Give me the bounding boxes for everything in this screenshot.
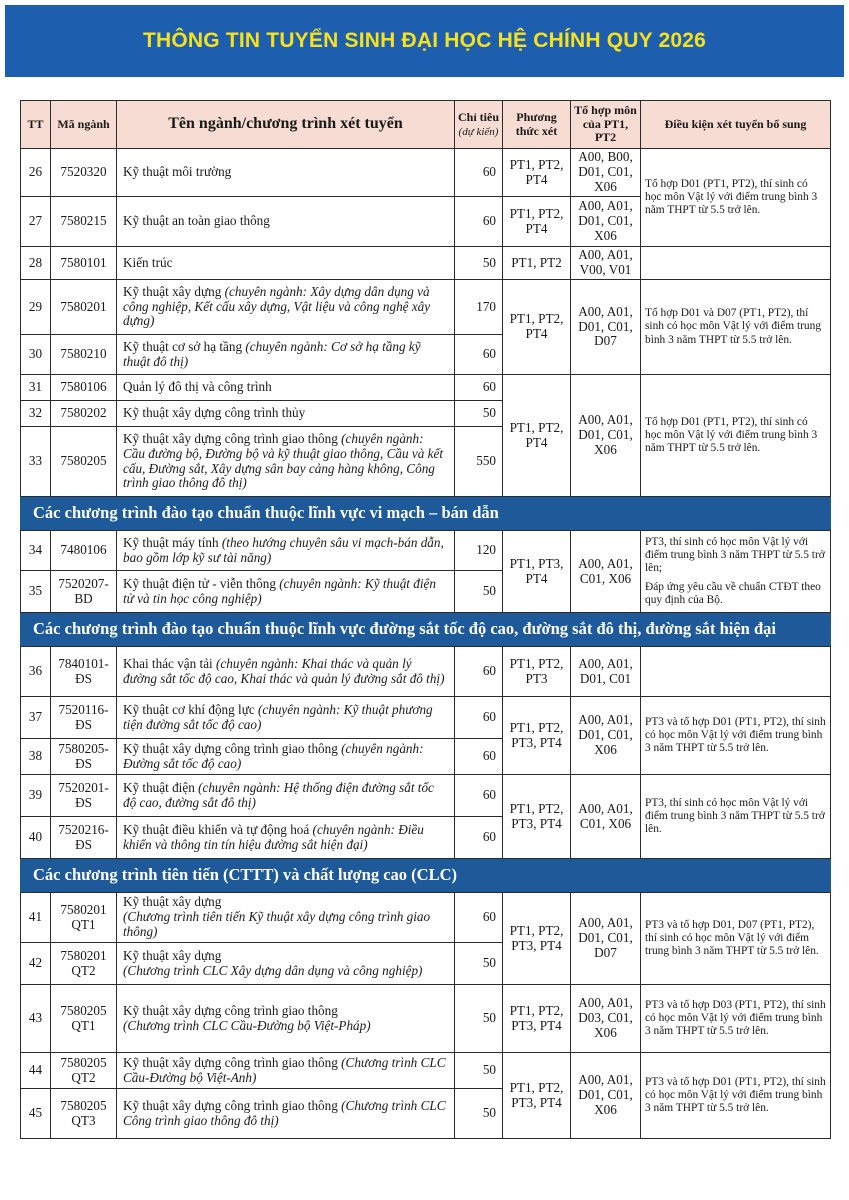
row-chitieu: 60 (455, 775, 503, 817)
row-name: Kỹ thuật điện tử - viễn thông (chuyên ngành: Kỹ thuật điện tử và tin học công nghiệp) (117, 571, 455, 613)
row-chitieu: 170 (455, 280, 503, 335)
row-tt: 40 (21, 817, 51, 859)
row-dieukien: PT3, thí sinh có học môn Vật lý với điểm trung bình 3 năm THPT từ 5.5 trở lên. (641, 775, 831, 859)
row-tt: 41 (21, 893, 51, 943)
row-dieukien (641, 247, 831, 280)
row-dieukien: PT3 và tổ hợp D03 (PT1, PT2), thí sinh có học môn Vật lý với điểm trung bình 3 năm THPT từ 5.5 trở lên. (641, 985, 831, 1053)
row-name: Quản lý đô thị và công trình (117, 375, 455, 401)
row-phuongthuc: PT1, PT2, PT4 (503, 197, 571, 247)
row-name: Kỹ thuật xây dựng công trình thủy (117, 401, 455, 427)
row-tohop: A00, A01, C01, X06 (571, 531, 641, 613)
row-name: Kỹ thuật xây dựng (chuyên ngành: Xây dựng dân dụng và công nghiệp, Kết cấu xây dựng, Vật liệu và công nghệ xây dựng) (117, 280, 455, 335)
header-ten: Tên ngành/chương trình xét tuyển (117, 101, 455, 149)
row-chitieu: 50 (455, 1089, 503, 1139)
row-tohop: A00, A01, D03, C01, X06 (571, 985, 641, 1053)
row-chitieu: 60 (455, 817, 503, 859)
table-row (21, 893, 831, 943)
row-phuongthuc: PT1, PT2, PT3 (503, 647, 571, 697)
row-phuongthuc: PT1, PT2, PT4 (503, 280, 571, 375)
row-name: Khai thác vận tải (chuyên ngành: Khai thác và quản lý đường sắt tốc độ cao, Khai thác và quản lý đường sắt đô thị) (117, 647, 455, 697)
header-phuongthuc: Phương thức xét (503, 101, 571, 149)
row-ma: 7580106 (51, 375, 117, 401)
row-name: Kỹ thuật cơ khí động lực (chuyên ngành: Kỹ thuật phương tiện đường sắt tốc độ cao) (117, 697, 455, 739)
row-phuongthuc: PT1, PT2, PT3, PT4 (503, 985, 571, 1053)
row-name: Kỹ thuật xây dựng (Chương trình tiên tiến Kỹ thuật xây dựng công trình giao thông) (117, 893, 455, 943)
row-ma: 7580205 QT2 (51, 1053, 117, 1089)
row-tt: 35 (21, 571, 51, 613)
row-name: Kỹ thuật môi trường (117, 149, 455, 197)
row-name: Kỹ thuật an toàn giao thông (117, 197, 455, 247)
row-chitieu: 60 (455, 739, 503, 775)
row-tohop: A00, B00, D01, C01, X06 (571, 149, 641, 197)
row-ma: 7580201 QT2 (51, 943, 117, 985)
row-tt: 42 (21, 943, 51, 985)
row-dieukien: PT3 và tổ hợp D01 (PT1, PT2), thí sinh có học môn Vật lý với điểm trung bình 3 năm THPT từ 5.5 trở lên. (641, 697, 831, 775)
row-name: Kỹ thuật xây dựng công trình giao thông (Chương trình CLC Cầu-Đường bộ Việt-Pháp) (117, 985, 455, 1053)
table-row (21, 775, 831, 817)
section-header: Các chương trình đào tạo chuẩn thuộc lĩnh vực đường sắt tốc độ cao, đường sắt đô thị, đường sắt hiện đại (21, 613, 831, 647)
row-tt: 39 (21, 775, 51, 817)
row-chitieu: 60 (455, 149, 503, 197)
row-tt: 45 (21, 1089, 51, 1139)
row-tohop: A00, A01, D01, C01, D07 (571, 280, 641, 375)
row-name: Kỹ thuật điện (chuyên ngành: Hệ thống điện đường sắt tốc độ cao, đường sắt đô thị) (117, 775, 455, 817)
table-row (21, 697, 831, 739)
row-ma: 7520207-BD (51, 571, 117, 613)
row-ma: 7580210 (51, 335, 117, 375)
row-chitieu: 50 (455, 943, 503, 985)
row-name: Kỹ thuật xây dựng công trình giao thông (Chương trình CLC Công trình giao thông đô thị) (117, 1089, 455, 1139)
row-name: Kỹ thuật xây dựng công trình giao thông (chuyên ngành: Đường sắt tốc độ cao) (117, 739, 455, 775)
table-row (21, 647, 831, 697)
row-chitieu: 60 (455, 647, 503, 697)
row-chitieu: 60 (455, 375, 503, 401)
row-phuongthuc: PT1, PT3, PT4 (503, 531, 571, 613)
row-tohop: A00, A01, D01, C01 (571, 647, 641, 697)
header-dieukien: Điều kiện xét tuyển bổ sung (641, 101, 831, 149)
row-tt: 27 (21, 197, 51, 247)
table-row (21, 531, 831, 571)
row-ma: 7520320 (51, 149, 117, 197)
table-row (21, 985, 831, 1053)
row-tt: 34 (21, 531, 51, 571)
row-dieukien: Tổ hợp D01 (PT1, PT2), thí sinh có học môn Vật lý với điểm trung bình 3 năm THPT từ 5.5 trở lên. (641, 375, 831, 497)
table-header (21, 101, 831, 149)
table-row (21, 247, 831, 280)
row-name: Kỹ thuật xây dựng công trình giao thông (Chương trình CLC Cầu-Đường bộ Việt-Anh) (117, 1053, 455, 1089)
row-ma: 7580201 (51, 280, 117, 335)
row-ma: 7580205 QT1 (51, 985, 117, 1053)
row-tt: 33 (21, 427, 51, 497)
table-row (21, 149, 831, 197)
row-ma: 7520216-ĐS (51, 817, 117, 859)
row-tt: 31 (21, 375, 51, 401)
row-tt: 43 (21, 985, 51, 1053)
page-title: THÔNG TIN TUYỂN SINH ĐẠI HỌC HỆ CHÍNH QUY 2026 (142, 29, 707, 52)
row-ma: 7580201 QT1 (51, 893, 117, 943)
row-tt: 44 (21, 1053, 51, 1089)
row-chitieu: 50 (455, 985, 503, 1053)
row-name: Kỹ thuật cơ sở hạ tầng (chuyên ngành: Cơ sở hạ tầng kỹ thuật đô thị) (117, 335, 455, 375)
row-ma: 7840101-ĐS (51, 647, 117, 697)
row-ma: 7580101 (51, 247, 117, 280)
admission-table (20, 100, 831, 1139)
row-tt: 28 (21, 247, 51, 280)
row-phuongthuc: PT1, PT2, PT3, PT4 (503, 893, 571, 985)
row-chitieu: 50 (455, 571, 503, 613)
row-dieukien: PT3 và tổ hợp D01, D07 (PT1, PT2), thí sinh có học môn Vật lý với điểm trung bình 3 năm THPT từ 5.5 trở lên. (641, 893, 831, 985)
row-tt: 26 (21, 149, 51, 197)
row-phuongthuc: PT1, PT2 (503, 247, 571, 280)
row-dieukien: Tổ hợp D01 và D07 (PT1, PT2), thí sinh có học môn Vật lý với điểm trung bình 3 năm THPT từ 5.5 trở lên. (641, 280, 831, 375)
row-ma: 7580205 QT3 (51, 1089, 117, 1139)
row-chitieu: 50 (455, 247, 503, 280)
row-tohop: A00, A01, D01, C01, X06 (571, 375, 641, 497)
row-name: Kỹ thuật điều khiển và tự động hoá (chuyên ngành: Điều khiển và thông tin tín hiệu đường sắt hiện đại) (117, 817, 455, 859)
section-header: Các chương trình đào tạo chuẩn thuộc lĩnh vực vi mạch – bán dẫn (21, 497, 831, 531)
row-ma: 7580205-ĐS (51, 739, 117, 775)
row-chitieu: 50 (455, 1053, 503, 1089)
row-tohop: A00, A01, D01, C01, X06 (571, 697, 641, 775)
title-banner (5, 5, 844, 77)
row-dieukien: Tổ hợp D01 (PT1, PT2), thí sinh có học môn Vật lý với điểm trung bình 3 năm THPT từ 5.5 trở lên. (641, 149, 831, 247)
row-phuongthuc: PT1, PT2, PT3, PT4 (503, 1053, 571, 1139)
row-chitieu: 60 (455, 893, 503, 943)
header-chitieu: Chỉ tiêu (dự kiến) (455, 101, 503, 149)
row-phuongthuc: PT1, PT2, PT4 (503, 149, 571, 197)
row-tohop: A00, A01, C01, X06 (571, 775, 641, 859)
row-tt: 36 (21, 647, 51, 697)
row-tt: 29 (21, 280, 51, 335)
row-ma: 7580215 (51, 197, 117, 247)
row-dieukien: PT3, thí sinh có học môn Vật lý với điểm trung bình 3 năm THPT từ 5.5 trở lên; Đáp ứng yêu cầu về chuẩn CTĐT theo quy định của Bộ. (641, 531, 831, 613)
row-ma: 7580205 (51, 427, 117, 497)
row-tohop: A00, A01, D01, C01, D07 (571, 893, 641, 985)
row-ma: 7580202 (51, 401, 117, 427)
row-ma: 7480106 (51, 531, 117, 571)
row-dieukien: PT3 và tổ hợp D01 (PT1, PT2), thí sinh có học môn Vật lý với điểm trung bình 3 năm THPT từ 5.5 trở lên. (641, 1053, 831, 1139)
row-chitieu: 60 (455, 697, 503, 739)
row-chitieu: 120 (455, 531, 503, 571)
row-ma: 7520116-ĐS (51, 697, 117, 739)
row-tohop: A00, A01, D01, C01, X06 (571, 1053, 641, 1139)
header-ma: Mã ngành (51, 101, 117, 149)
row-tt: 30 (21, 335, 51, 375)
row-name: Kỹ thuật máy tính (theo hướng chuyên sâu vi mạch-bán dẫn, bao gồm lớp kỹ sư tài năng) (117, 531, 455, 571)
row-chitieu: 50 (455, 401, 503, 427)
section-header: Các chương trình tiên tiến (CTTT) và chất lượng cao (CLC) (21, 859, 831, 893)
header-tt: TT (21, 101, 51, 149)
row-chitieu: 60 (455, 197, 503, 247)
table-row (21, 1053, 831, 1089)
table-row (21, 375, 831, 401)
row-phuongthuc: PT1, PT2, PT4 (503, 375, 571, 497)
row-chitieu: 60 (455, 335, 503, 375)
row-phuongthuc: PT1, PT2, PT3, PT4 (503, 775, 571, 859)
row-name: Kiến trúc (117, 247, 455, 280)
row-name: Kỹ thuật xây dựng (Chương trình CLC Xây dựng dân dụng và công nghiệp) (117, 943, 455, 985)
header-tohop: Tổ hợp môn của PT1, PT2 (571, 101, 641, 149)
row-chitieu: 550 (455, 427, 503, 497)
row-tt: 38 (21, 739, 51, 775)
table-row (21, 280, 831, 335)
row-tt: 37 (21, 697, 51, 739)
row-dieukien (641, 647, 831, 697)
row-name: Kỹ thuật xây dựng công trình giao thông (chuyên ngành: Cầu đường bộ, Đường bộ và kỹ thuật giao thông, Cầu và kết cấu, Đường sắt, Xây dựng sân bay cảng hàng không, Công trình giao thông đô thị) (117, 427, 455, 497)
row-tohop: A00, A01, V00, V01 (571, 247, 641, 280)
row-tt: 32 (21, 401, 51, 427)
row-phuongthuc: PT1, PT2, PT3, PT4 (503, 697, 571, 775)
row-tohop: A00, A01, D01, C01, X06 (571, 197, 641, 247)
row-ma: 7520201-ĐS (51, 775, 117, 817)
